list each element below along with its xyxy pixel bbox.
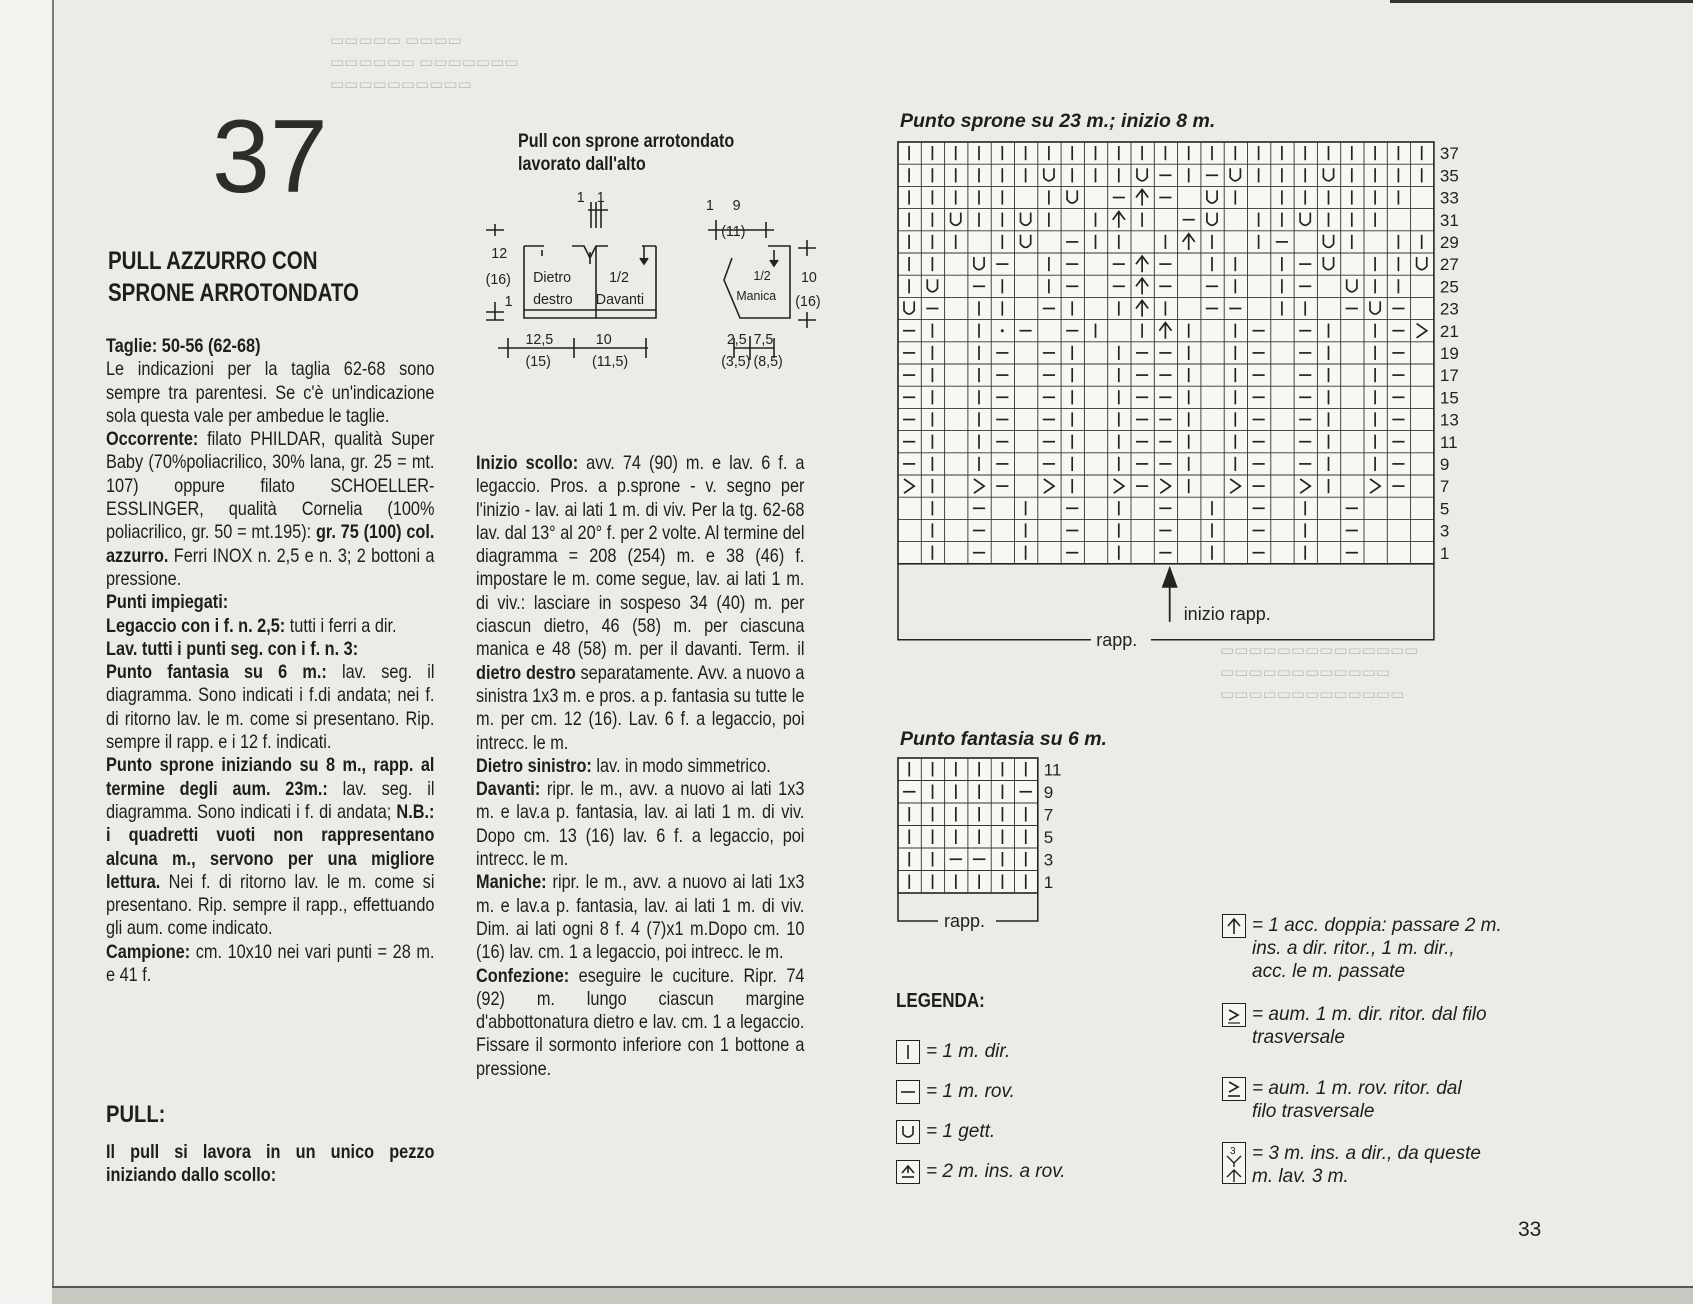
legend-item-dir: [896, 1040, 1010, 1064]
confezione-text: eseguire le cuciture. Ripr. 74 (92) m. lungo ciascun margine d'abbottonatura dietro e lav. cm. 1 a legaccio. Fissare il sormonto inferiore con 1 bottone a pressione.: [476, 964, 805, 1080]
row-label: 3: [1439, 521, 1450, 541]
svg-text:3: 3: [1230, 1146, 1236, 1157]
schema-top-1a: 1: [576, 190, 585, 207]
row-label: 5: [1043, 828, 1054, 847]
row-label: 17: [1439, 366, 1459, 386]
row-label: 29: [1439, 233, 1459, 252]
row-label: 37: [1439, 144, 1459, 164]
legend-item-three: [1222, 1142, 1481, 1188]
title-line-2: SPRONE ARROTONDATO: [108, 279, 359, 307]
legaccio-label: Legaccio con i f. n. 2,5:: [106, 614, 286, 637]
legend-dir-text: = 1 m. dir.: [926, 1041, 1011, 1062]
davanti-label: Davanti:: [476, 778, 541, 801]
schema-manica: Manica: [736, 288, 777, 304]
legend-aum-rov-line1: = aum. 1 m. rov. ritor. dal: [1252, 1078, 1462, 1099]
legend-heading: LEGENDA:: [896, 990, 985, 1012]
row-label: 9: [1439, 455, 1450, 474]
schema-title-line-1: Pull con sprone arrotondato: [518, 131, 735, 152]
davanti-text: ripr. le m., avv. a nuovo ai lati 1x3 m. e lav.a p. fantasia, lav. ai lati 1 m. di viv. Dopo cm. 13 (16) lav. 6 f. a legaccio, poi intrecc. le m.: [476, 778, 805, 871]
page-bottom-edge: [52, 1286, 1693, 1304]
sprone-chart-title: Punto sprone su 23 m.; inizio 8 m.: [900, 110, 1216, 132]
schema-davanti: Davanti: [595, 291, 645, 309]
legend-item-aum-dir: [1222, 1003, 1487, 1049]
legend-aum-rov-text: [1252, 1077, 1462, 1123]
schema-left-16: (16): [485, 271, 511, 289]
legend-aum-dir-line2: trasversale: [1252, 1027, 1345, 1048]
row-label: 7: [1439, 477, 1450, 497]
punti-label: Punti impiegati:: [106, 591, 229, 614]
legend-three-line1: = 3 m. ins. a dir., da queste: [1252, 1143, 1482, 1164]
taglie-text: Le indicazioni per la taglia 62-68 sono sempre tra parentesi. Se c'è un'indicazione sola questa vale per ambedue le taglie.: [106, 358, 435, 427]
dot-mark: [1001, 329, 1004, 332]
row-label: 23: [1439, 299, 1459, 319]
fantasia-rapp-label: rapp.: [944, 911, 986, 931]
campione-label: Campione:: [106, 940, 191, 963]
schema-w15: (15): [525, 353, 551, 371]
title-line-1: PULL AZZURRO CON: [108, 247, 318, 275]
legend-item-acc: [1222, 914, 1502, 983]
campione-text: cm. 10x10 nei vari punti = 28 m. e 41 f.: [106, 940, 435, 987]
legend-item-ins-rov: [896, 1160, 1066, 1184]
row-label: 19: [1439, 344, 1459, 363]
pattern-title: [108, 245, 359, 309]
occorrente-ferri: Ferri INOX n. 2,5 e n. 3; 2 bottoni a pressione.: [106, 544, 435, 590]
arrow-down-icon-sleeve: [770, 260, 778, 266]
pull-intro: Il pull si lavora in un unico pezzo iniziando dallo scollo:: [106, 1141, 435, 1187]
dietro-sinistro-label: Dietro sinistro:: [476, 754, 592, 777]
schema-s11: (11): [721, 223, 746, 241]
schema-title-line-2: lavorato dall'alto: [518, 154, 646, 175]
top-rule: [1390, 0, 1693, 3]
occorrente-label: Occorrente:: [106, 428, 199, 451]
garment-schema: [478, 190, 838, 390]
nb-text: Nei f. di ritorno lav. le m. come si presentano. Rip. sempre il rapp., effettuando gli aum. come indicato.: [106, 870, 435, 940]
row-label: 9: [1043, 783, 1054, 802]
row-label: 27: [1439, 255, 1459, 275]
row-label: 7: [1043, 805, 1054, 825]
schema-left-1: 1: [504, 293, 513, 311]
instructions-column-1: [106, 335, 434, 987]
scollo-label: Inizio scollo:: [476, 452, 579, 474]
rapp-label: rapp.: [1096, 629, 1138, 650]
yarn-over-icon: [896, 1120, 920, 1144]
fantasia-chart-title: Punto fantasia su 6 m.: [900, 728, 1107, 750]
schema-s9: 9: [732, 197, 741, 215]
instructions-column-2: [476, 452, 804, 1081]
schema-s10: 10: [801, 269, 817, 287]
legend-aum-dir-line1: = aum. 1 m. dir. ritor. dal filo: [1252, 1004, 1487, 1025]
legend-item-rov: [896, 1080, 1015, 1104]
bleed-through-right: ▭▭▭▭▭▭▭▭▭▭▭▭▭▭ ▭▭▭▭▭▭▭▭▭▭▭▭ ▭▭▭▭▭▭▭▭▭▭▭▭▭: [1220, 642, 1419, 703]
row-label: 31: [1439, 210, 1459, 230]
row-label: 21: [1439, 321, 1459, 341]
fantasia-text: lav. seg. il diagramma. Sono indicati i f.di andata; nei f. di ritorno lav. le m. come si presentano. Rip. sempre il rapp. e i 12 f. indicati.: [106, 661, 435, 754]
schema-b85: (8,5): [753, 353, 783, 371]
row-label: 35: [1439, 166, 1459, 186]
page-number: 33: [1518, 1218, 1542, 1241]
pattern-number: 37: [212, 99, 328, 215]
bleed-through-left: ▭▭▭▭▭ ▭▭▭▭ ▭▭▭▭▭▭ ▭▭▭▭▭▭▭ ▭▭▭▭▭▭▭▭▭▭: [330, 32, 519, 93]
schema-title: [518, 130, 734, 176]
binding-gutter: [0, 0, 54, 1304]
repeat-bracket: [898, 564, 1434, 640]
legend-item-gett: [896, 1120, 995, 1144]
schema-s1: 1: [706, 197, 714, 215]
inizio-rapp-label: inizio rapp.: [1183, 603, 1271, 624]
legend-aum-rov-line2: filo trasversale: [1252, 1101, 1375, 1122]
schema-w115: (11,5): [592, 353, 629, 371]
dietro-sinistro-text: lav. in modo simmetrico.: [596, 754, 771, 777]
increase-purl-icon: [1222, 1077, 1246, 1101]
schema-w10: 10: [595, 331, 612, 349]
schema-left-12: 12: [491, 245, 508, 263]
sprone-label: Punto sprone iniziando su 8 m., rapp. al termine degli aum. 23m.:: [106, 754, 435, 800]
schema-b25: 2,5: [726, 331, 747, 349]
purl-stitch-icon: [896, 1080, 920, 1104]
occorrente-quantity: gr. 75 (100) col. azzurro.: [106, 521, 435, 567]
legend-gett-text: = 1 gett.: [926, 1121, 996, 1142]
maniche-label: Maniche:: [476, 871, 547, 894]
legend-three-text: [1252, 1142, 1481, 1188]
legend-three-line2: m. lav. 3 m.: [1252, 1166, 1349, 1187]
legend-acc-line1: = 1 acc. doppia: passare 2 m.: [1252, 915, 1502, 936]
row-label: 25: [1439, 277, 1459, 297]
schema-w125: 12,5: [525, 331, 554, 349]
taglie-label: Taglie: 50-56 (62-68): [106, 335, 261, 357]
knit-stitch-icon: [896, 1040, 920, 1064]
stitch-cell: [1001, 329, 1004, 332]
legend-aum-dir-text: [1252, 1003, 1487, 1049]
nb-note: N.B.: i quadretti vuoti non rappresentano alcuna m., servono per una migliore lettura.: [106, 800, 435, 893]
chart-grid: [898, 758, 1038, 893]
fantasia-chart: [896, 756, 1096, 946]
legend-item-aum-rov: [1222, 1077, 1462, 1123]
schema-top-1b: 1: [596, 190, 605, 207]
schema-half: 1/2: [609, 269, 629, 287]
row-label: 1: [1043, 873, 1054, 892]
legend-acc-line3: acc. le m. passate: [1252, 961, 1406, 982]
lav-label: Lav. tutti i punti seg. con i f. n. 3:: [106, 637, 359, 660]
confezione-label: Confezione:: [476, 964, 570, 987]
schema-b35: (3,5): [721, 353, 751, 371]
schema-destro: destro: [533, 291, 573, 309]
sprone-text: lav. seg. il diagramma. Sono indicati i f. di andata;: [106, 777, 435, 823]
three-in-three-icon: [1222, 1142, 1246, 1184]
pull-heading: PULL:: [106, 1101, 166, 1128]
scollo-text: avv. 74 (90) m. e lav. 6 f. a legaccio. Pros. a p.sprone - v. segno per l'inizio - lav. ai lati 1 m. di viv. Per la tg. 62-68 lav. dal 13° al 20° f. per 2 volte. Al termine del diagramma = 208 (254) m. e 38 (46) f. impostare le m. come segue, lav. ai lati 1 m. di viv.: lasciare in sospeso 34 (40) m. per ciascun dietro, 46 (58) m. per ciascuna manica e 48 (58) m. per il davanti. Term. il: [476, 452, 805, 661]
schema-sleeve-half: 1/2: [753, 268, 771, 284]
double-decrease-icon: [1222, 914, 1246, 938]
row-label: 3: [1043, 850, 1054, 870]
legaccio-text: tutti i ferri a dir.: [289, 614, 397, 637]
schema-s16: (16): [795, 293, 821, 311]
legend-ins-rov-text: = 2 m. ins. a rov.: [926, 1161, 1066, 1182]
schema-b75: 7,5: [753, 331, 774, 349]
legend-acc-line2: ins. a dir. ritor., 1 m. dir.,: [1252, 938, 1455, 959]
sprone-chart: [896, 140, 1476, 690]
legend-rov-text: = 1 m. rov.: [926, 1081, 1015, 1102]
row-label: 11: [1043, 760, 1062, 780]
legend-acc-text: [1252, 914, 1502, 983]
row-label: 33: [1439, 188, 1459, 208]
schema-dietro: Dietro: [533, 269, 572, 287]
fantasia-label: Punto fantasia su 6 m.:: [106, 661, 327, 684]
row-label: 5: [1439, 499, 1450, 519]
arrow-down-icon: [640, 258, 648, 264]
scollo-end: separatamente. Avv. a nuovo a sinistra 1x3 m. e pros. a p. fantasia su tutte le m. per cm. 12 (16). Lav. 6 f. a legaccio, poi intrecc. le m.: [476, 661, 805, 754]
occorrente-text: filato PHILDAR, qualità Super Baby (70%poliacrilico, 30% lana, gr. 25 = mt. 107) oppure filato SCHOELLER-ESSLINGER, qualità Cornelia (100% poliacrilico, gr. 50 = mt.195):: [106, 428, 435, 544]
purl-two-together-icon: [896, 1160, 920, 1184]
row-label: 15: [1439, 388, 1459, 408]
maniche-text: ripr. le m., avv. a nuovo ai lati 1x3 m. e lav.a p. fantasia, lav. ai lati 1 m. di viv. Dim. ai lati ogni 8 f. 4 (7)x1 m.Dopo cm. 10 (16) lav. cm. 1 a legaccio, poi intrecc. le m.: [476, 871, 805, 964]
row-label: 13: [1439, 410, 1459, 430]
increase-knit-icon: [1222, 1003, 1246, 1027]
row-label: 11: [1439, 432, 1458, 452]
dietro-destro-label: dietro destro: [476, 661, 576, 684]
row-label: 1: [1439, 543, 1450, 563]
